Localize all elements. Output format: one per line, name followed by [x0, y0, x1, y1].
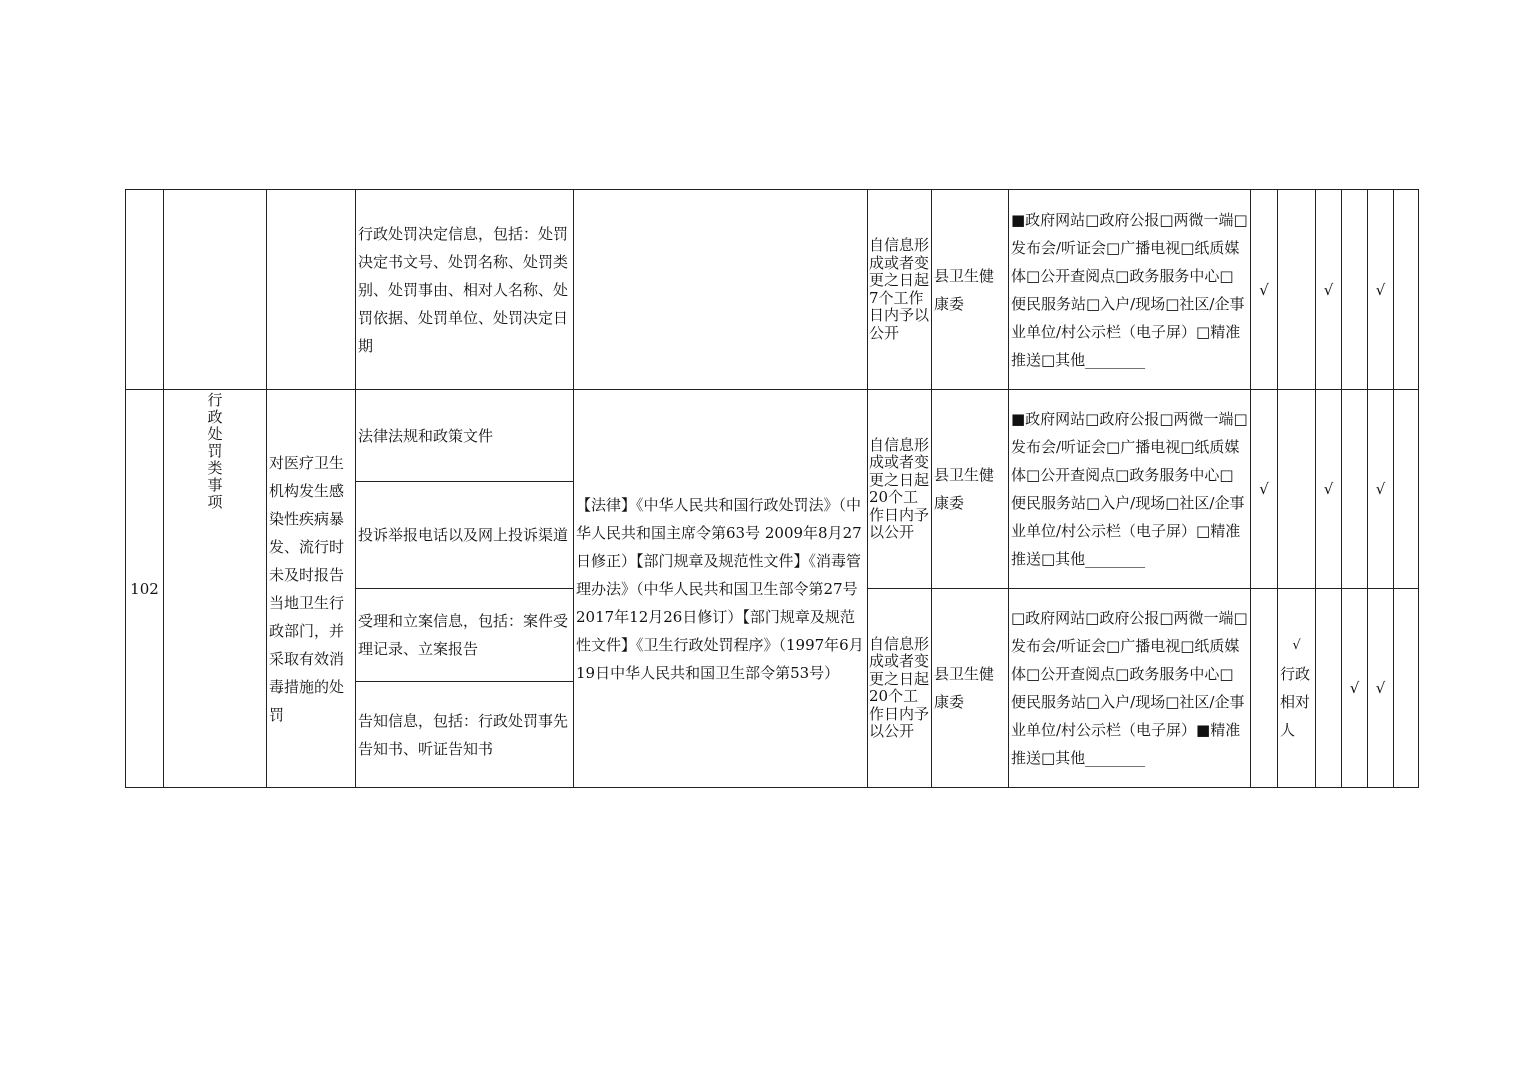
subject-cell	[932, 190, 1009, 390]
deadline-cell	[868, 390, 932, 589]
category-cell	[164, 390, 267, 788]
deadline-text: 自信息形成或者变更之日起7个工作日内予以公开	[869, 236, 930, 342]
deadline-text: 自信息形成或者变更之日起20个工作日内予以公开	[869, 634, 930, 740]
target-text: 行政相对人	[1280, 665, 1311, 739]
content-cell	[356, 589, 574, 682]
content-cell	[356, 482, 574, 589]
category-text: 行政处罚类事项	[207, 391, 223, 511]
mark-cell-b	[1278, 190, 1316, 390]
content-cell	[356, 190, 574, 390]
channels-cell	[1009, 390, 1251, 589]
channels-text: □政府网站□政府公报□两微一端□发布会/听证会□广播电视□纸质媒体□公开查阅点□政务服务中心□便民服务站□入户/现场□社区/企事业单位/村公示栏（电子屏）■精准推送□其他________	[1011, 609, 1248, 767]
mark-cell-b	[1278, 589, 1316, 788]
subject-text: 县卫生健康委	[934, 665, 995, 711]
mark-cell-a	[1251, 589, 1278, 788]
mark-cell-e	[1368, 190, 1394, 390]
mark-cell-b	[1278, 390, 1316, 589]
check-mark: √	[1375, 480, 1386, 498]
content-text: 告知信息，包括：行政处罚事先告知书、听证告知书	[358, 711, 569, 758]
table-row	[126, 390, 1419, 482]
mark-cell-e	[1368, 589, 1394, 788]
item-number: 102	[130, 579, 159, 598]
mark-cell-f	[1394, 390, 1419, 589]
deadline-cell	[868, 589, 932, 788]
table-row	[126, 190, 1419, 390]
mark-cell-d	[1342, 390, 1368, 589]
disclosure-table	[125, 189, 1419, 788]
item-cell-empty	[267, 190, 356, 390]
check-mark: √	[1323, 480, 1334, 498]
subject-text: 县卫生健康委	[934, 466, 995, 512]
check-mark: √	[1292, 638, 1301, 653]
content-text: 投诉举报电话以及网上投诉渠道	[358, 526, 569, 544]
content-text: 法律法规和政策文件	[358, 426, 494, 445]
mark-cell-a	[1251, 190, 1278, 390]
content-cell	[356, 682, 574, 788]
check-mark: √	[1349, 679, 1360, 697]
mark-cell-c	[1316, 390, 1342, 589]
item-name-text: 对医疗卫生机构发生感染性疾病暴发、流行时未及时报告当地卫生行政部门，并采取有效消毒措施的处罚	[269, 453, 345, 724]
channels-text: ■政府网站□政府公报□两微一端□发布会/听证会□广播电视□纸质媒体□公开查阅点□政务服务中心□便民服务站□入户/现场□社区/企事业单位/村公示栏（电子屏）□精准推送□其他________	[1011, 210, 1248, 369]
mark-cell-c	[1316, 589, 1342, 788]
check-mark: √	[1375, 280, 1386, 299]
channels-cell	[1009, 589, 1251, 788]
number-cell-empty	[126, 190, 164, 390]
mark-cell-a	[1251, 390, 1278, 589]
mark-cell-d	[1342, 190, 1368, 390]
check-mark: √	[1323, 280, 1334, 299]
check-mark: √	[1259, 280, 1269, 299]
basis-cell-empty	[574, 190, 868, 390]
content-text: 行政处罚决定信息，包括：处罚决定书文号、处罚名称、处罚类别、处罚事由、相对人名称、处罚依据、处罚单位、处罚决定日期	[358, 224, 569, 355]
deadline-text: 自信息形成或者变更之日起20个工作日内予以公开	[869, 435, 930, 541]
subject-cell	[932, 390, 1009, 589]
subject-text: 县卫生健康委	[934, 266, 995, 313]
basis-text: 【法律】《中华人民共和国行政处罚法》（中华人民共和国主席令第63号 2009年8月27日修正）【部门规章及规范性文件】《消毒管理办法》（中华人民共和国卫生部令第27号 2017年12月26日修订）【部门规章及规范性文件】《卫生行政处罚程序》（1997年6月19日中华人民共和国卫生部令第53号）	[576, 495, 864, 682]
channels-cell	[1009, 190, 1251, 390]
mark-cell-e	[1368, 390, 1394, 589]
deadline-cell	[868, 190, 932, 390]
check-mark: √	[1375, 679, 1386, 697]
mark-cell-c	[1316, 190, 1342, 390]
content-cell	[356, 390, 574, 482]
content-text: 受理和立案信息，包括：案件受理记录、立案报告	[358, 612, 569, 658]
check-mark: √	[1259, 480, 1269, 498]
channels-text: ■政府网站□政府公报□两微一端□发布会/听证会□广播电视□纸质媒体□公开查阅点□政务服务中心□便民服务站□入户/现场□社区/企事业单位/村公示栏（电子屏）□精准推送□其他________	[1011, 410, 1248, 568]
number-cell	[126, 390, 164, 788]
mark-cell-d	[1342, 589, 1368, 788]
category-cell-empty	[164, 190, 267, 390]
mark-cell-f	[1394, 190, 1419, 390]
subject-cell	[932, 589, 1009, 788]
item-name-cell	[267, 390, 356, 788]
mark-cell-f	[1394, 589, 1419, 788]
basis-cell	[574, 390, 868, 788]
